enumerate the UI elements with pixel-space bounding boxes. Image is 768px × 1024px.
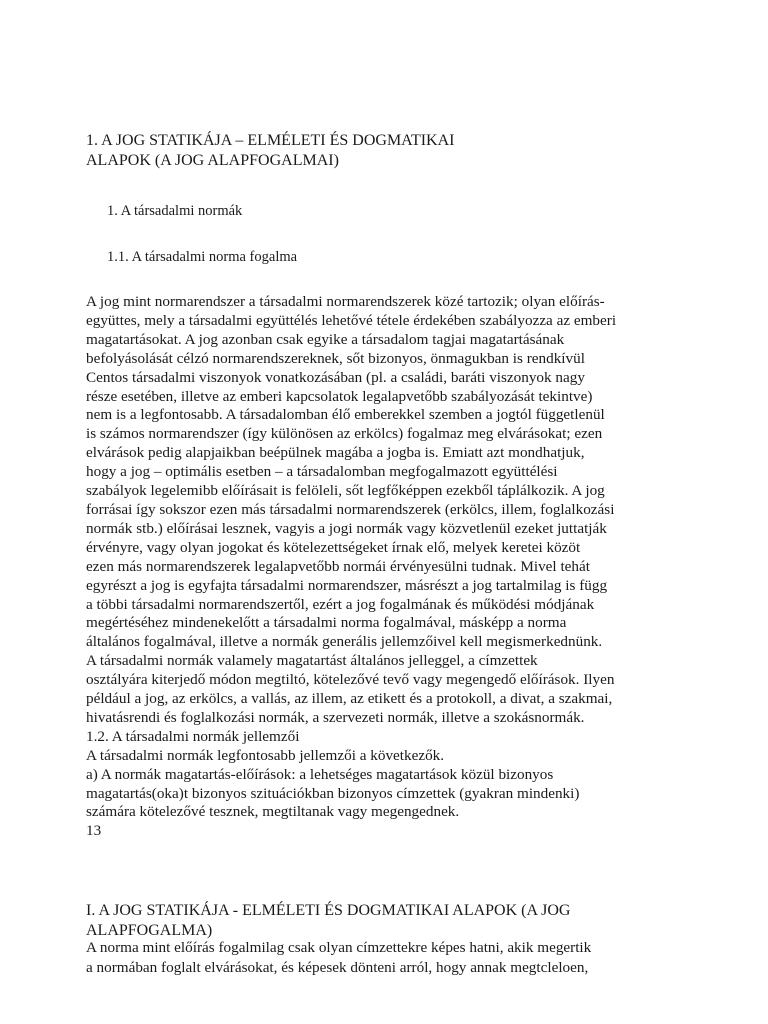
body-line: hivatásrendi és foglalkozási normák, a szervezeti normák, illetve a szokásnormák. [86,708,585,726]
chapter-title [86,131,646,171]
body-line: a normában foglalt elvárásokat, és képesek dönteni arról, hogy annak megtcleloen, [86,958,589,976]
body-text [86,293,646,841]
body-line: A társadalmi normák valamely magatartást általános jelleggel, a címzettek [86,652,538,670]
body-line: szabályok legelemibb előírásait is felöleli, sőt legfőképpen ezekből táplálkozik. A jog [86,482,605,500]
body-line: például a jog, az erkölcs, a vallás, az illem, az etikett és a protokoll, a divat, a szakmai, [86,690,613,708]
running-chapter-title [86,901,646,940]
body-line: A társadalmi normák legfontosabb jellemzői a következők. [86,746,445,764]
body-line: befolyásolását célzó normarendszereknek, sőt bizonyos, önmagukban is rendkívül [86,349,585,367]
chapter-title-line-1: 1. A JOG STATIKÁJA – ELMÉLETI ÉS DOGMATIKAI [86,132,455,149]
section-heading-1-1: 1.1. A társadalmi norma fogalma [107,249,298,265]
body-line: a) A normák magatartás-előírások: a lehetséges magatartások közül bizonyos [86,765,554,783]
body-line: megértéséhez mindenekelőtt a társadalmi norma fogalmával, másképp a norma [86,614,567,632]
running-title-line-1: I. A JOG STATIKÁJA - ELMÉLETI ÉS DOGMATIKAI ALAPOK (A JOG [86,902,571,919]
body-line: együttes, mely a társadalmi együttélés lehetővé tétele érdekében szabályozza az emberi [86,311,617,329]
body-line: a többi társadalmi normarendszertől, ezért a jog fogalmának és működési módjának [86,595,595,613]
body-line: ezen más normarendszerek legalapvetőbb normái érvényesülni tudnak. Mivel tehát [86,557,590,575]
body-line: egyrészt a jog is egyfajta társadalmi normarendszer, másrészt a jog tartalmilag is függ [86,576,608,594]
chapter-title-line-2: ALAPOK (A JOG ALAPFOGALMAI) [86,152,339,169]
body-line: része esetében, illetve az emberi kapcsolatok legalapvetőbb szabályozását tekintve) [86,387,593,405]
page-number: 13 [86,822,102,840]
body-text-continued [86,938,646,977]
body-line: magatartás(oka)t bizonyos szituációkban bizonyos címzettek (gyakran mindenki) [86,784,580,802]
body-line: Centos társadalmi viszonyok vonatkozásában (pl. a családi, baráti viszonyok nagy [86,368,585,386]
running-title-line-2: ALAPFOGALMA) [86,921,213,939]
body-line: nem is a legfontosabb. A társadalomban élő emberekkel szemben a jogtól függetlenül [86,406,605,424]
body-line: forrásai így sokszor ezen más társadalmi normarendszerek (erkölcs, illem, foglalkozási [86,500,615,518]
body-line: magatartásokat. A jog azonban csak egyike a társadalom tagjai magatartásának [86,330,565,348]
body-line: osztályára kiterjedő módon megtiltó, kötelezővé tevő vagy megengedő előírások. Ilyen [86,671,615,689]
body-line: számára kötelezővé tesznek, megtiltanak vagy megengednek. [86,803,460,821]
body-line: A norma mint előírás fogalmilag csak olyan címzettekre képes hatni, akik megertik [86,939,592,956]
subsection-heading-1-2: 1.2. A társadalmi normák jellemzői [86,727,300,745]
body-line: A jog mint normarendszer a társadalmi normarendszerek közé tartozik; olyan előírás- [86,293,605,310]
body-line: is számos normarendszer (így különösen az erkölcs) fogalmaz meg elvárásokat; ezen [86,425,603,443]
section-heading-1: 1. A társadalmi normák [107,203,243,219]
body-line: általános fogalmával, illetve a normák generális jellemzőivel kell megismerkednünk. [86,633,603,651]
body-line: hogy a jog – optimális esetben – a társadalomban megfogalmazott együttélési [86,463,558,481]
body-line: normák stb.) előírásai lesznek, vagyis a jogi normák vagy közvetlenül ezeket juttatják [86,519,607,537]
body-line: érvényre, vagy olyan jogokat és kötelezettségeket írnak elő, melyek keretei közöt [86,538,581,556]
body-line: elvárások pedig alapjaikban beépülnek magába a jogba is. Emiatt azt mondhatjuk, [86,444,585,462]
